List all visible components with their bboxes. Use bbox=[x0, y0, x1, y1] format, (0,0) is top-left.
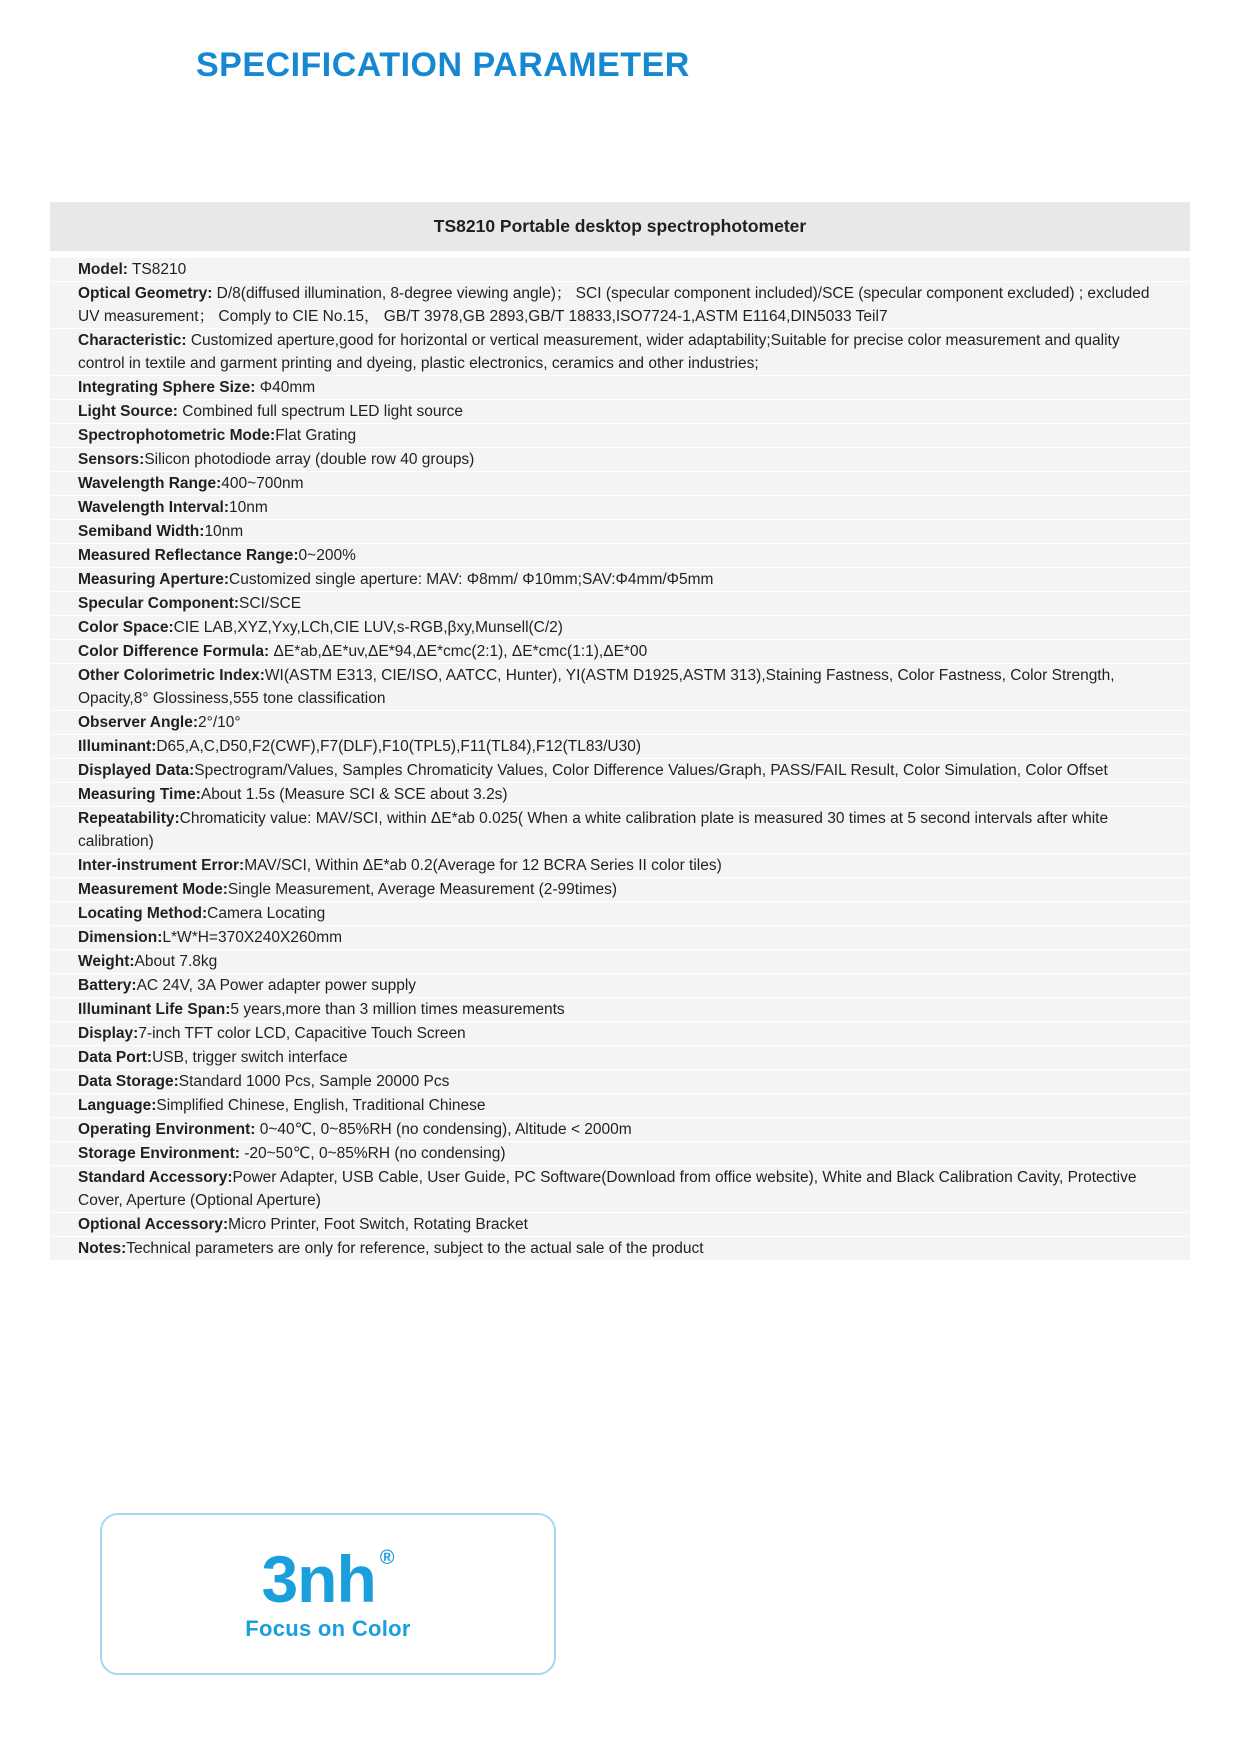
spec-row-label: Operating Environment: bbox=[78, 1121, 256, 1138]
spec-table-row bbox=[50, 711, 1190, 734]
spec-row-value: USB, trigger switch interface bbox=[152, 1049, 348, 1066]
spec-table-row bbox=[50, 926, 1190, 949]
spec-table-row bbox=[50, 520, 1190, 543]
spec-row-value: Customized aperture,good for horizontal or vertical measurement, wider adaptability;Suitable for precise color measurement and quality control in textile and garment printing and dyeing, plastic electronics, ceramics and other industries; bbox=[78, 332, 1120, 372]
spec-table-row bbox=[50, 616, 1190, 639]
spec-row-label: Dimension: bbox=[78, 929, 163, 946]
brand-tagline: Focus on Color bbox=[245, 1616, 411, 1641]
spec-table-row bbox=[50, 1118, 1190, 1141]
spec-row-value: Power Adapter, USB Cable, User Guide, PC Software(Download from office website), White and Black Calibration Cavity, Protective Cover, Aperture (Optional Aperture) bbox=[78, 1169, 1137, 1209]
spec-table-row bbox=[50, 1166, 1190, 1212]
spec-table-row bbox=[50, 376, 1190, 399]
spec-row-value: 7-inch TFT color LCD, Capacitive Touch Screen bbox=[138, 1025, 466, 1042]
spec-table-row bbox=[50, 448, 1190, 471]
registered-trademark-icon: ® bbox=[379, 1547, 395, 1569]
spec-row-value: Customized single aperture: MAV: Φ8mm/ Φ10mm;SAV:Φ4mm/Φ5mm bbox=[229, 571, 714, 588]
spec-table-row bbox=[50, 735, 1190, 758]
spec-row-value: SCI/SCE bbox=[239, 595, 302, 612]
spec-row-value: Combined full spectrum LED light source bbox=[177, 403, 464, 420]
spec-row-value: 400~700nm bbox=[221, 475, 304, 492]
spec-table-row bbox=[50, 998, 1190, 1021]
spec-row-label: Storage Environment: bbox=[78, 1145, 240, 1162]
spec-row-label: Measuring Time: bbox=[78, 786, 201, 803]
spec-table-row bbox=[50, 664, 1190, 710]
spec-table-row bbox=[50, 878, 1190, 901]
spec-table-row bbox=[50, 329, 1190, 375]
spec-row-value: About 7.8kg bbox=[134, 953, 218, 970]
spec-row-label: Wavelength Range: bbox=[78, 475, 222, 492]
spec-row-value: Technical parameters are only for reference, subject to the actual sale of the product bbox=[126, 1240, 704, 1257]
spec-row-label: Data Port: bbox=[78, 1049, 153, 1066]
spec-row-value: Camera Locating bbox=[207, 905, 326, 922]
spec-table-row bbox=[50, 424, 1190, 447]
spec-table-row bbox=[50, 282, 1190, 328]
spec-row-label: Color Space: bbox=[78, 619, 174, 636]
spec-row-value: CIE LAB,XYZ,Yxy,LCh,CIE LUV,s-RGB,βxy,Munsell(C/2) bbox=[173, 619, 563, 636]
spec-row-label: Locating Method: bbox=[78, 905, 208, 922]
spec-table-row bbox=[50, 854, 1190, 877]
spec-row-value: TS8210 bbox=[127, 261, 187, 278]
spec-row-label: Spectrophotometric Mode: bbox=[78, 427, 276, 444]
spec-row-value: 10nm bbox=[204, 523, 244, 540]
spec-row-value: D65,A,C,D50,F2(CWF),F7(DLF),F10(TPL5),F11(TL84),F12(TL83/U30) bbox=[156, 738, 641, 755]
spec-table-row bbox=[50, 496, 1190, 519]
spec-row-value: MAV/SCI, Within ΔE*ab 0.2(Average for 12 BCRA Series II color tiles) bbox=[244, 857, 722, 874]
spec-table-row bbox=[50, 1046, 1190, 1069]
spec-table-row bbox=[50, 783, 1190, 806]
spec-table-header: TS8210 Portable desktop spectrophotometer bbox=[50, 202, 1190, 251]
spec-row-value: D/8(diffused illumination, 8-degree viewing angle)； SCI (specular component included)/SCE (specular component excluded) ; excluded UV measurement； Comply to CIE No.15， GB/T 3978,GB 2893,GB/T 18833,ISO7724-1,ASTM E1164,DIN5033 Teil7 bbox=[78, 285, 1150, 325]
spec-row-label: Language: bbox=[78, 1097, 157, 1114]
spec-table-row bbox=[50, 902, 1190, 925]
spec-table-row bbox=[50, 1022, 1190, 1045]
spec-row-value: Micro Printer, Foot Switch, Rotating Bracket bbox=[228, 1216, 528, 1233]
spec-table-row bbox=[50, 544, 1190, 567]
spec-row-label: Observer Angle: bbox=[78, 714, 199, 731]
spec-row-label: Data Storage: bbox=[78, 1073, 179, 1090]
spec-row-label: Light Source: bbox=[78, 403, 178, 420]
spec-row-label: Weight: bbox=[78, 953, 135, 970]
spec-row-label: Color Difference Formula: bbox=[78, 643, 270, 660]
brand-logo bbox=[261, 1542, 395, 1616]
spec-table-rows bbox=[50, 258, 1190, 1260]
spec-row-value: L*W*H=370X240X260mm bbox=[162, 929, 343, 946]
spec-row-value: Standard 1000 Pcs, Sample 20000 Pcs bbox=[178, 1073, 450, 1090]
spec-row-label: Integrating Sphere Size: bbox=[78, 379, 256, 396]
spec-row-value: -20~50℃, 0~85%RH (no condensing) bbox=[239, 1145, 506, 1162]
spec-table-row bbox=[50, 640, 1190, 663]
spec-table-row bbox=[50, 400, 1190, 423]
spec-table-row bbox=[50, 950, 1190, 973]
spec-table bbox=[50, 202, 1190, 1260]
spec-row-value: Flat Grating bbox=[275, 427, 357, 444]
spec-row-value: Spectrogram/Values, Samples Chromaticity Values, Color Difference Values/Graph, PASS/FAIL Result, Color Simulation, Color Offset bbox=[194, 762, 1108, 779]
spec-row-label: Model: bbox=[78, 261, 128, 278]
spec-row-value: Φ40mm bbox=[255, 379, 316, 396]
spec-table-row bbox=[50, 1142, 1190, 1165]
spec-row-label: Display: bbox=[78, 1025, 139, 1042]
spec-row-label: Battery: bbox=[78, 977, 137, 994]
spec-table-row bbox=[50, 759, 1190, 782]
spec-table-row bbox=[50, 1237, 1190, 1260]
page-title: SPECIFICATION PARAMETER bbox=[196, 46, 690, 84]
spec-row-value: Chromaticity value: MAV/SCI, within ΔE*ab 0.025( When a white calibration plate is measured 30 times at 5 second intervals after white calibration) bbox=[78, 810, 1109, 850]
spec-row-label: Illuminant: bbox=[78, 738, 157, 755]
spec-row-label: Sensors: bbox=[78, 451, 145, 468]
spec-row-value: Simplified Chinese, English, Traditional Chinese bbox=[156, 1097, 486, 1114]
spec-row-label: Displayed Data: bbox=[78, 762, 195, 779]
spec-row-label: Other Colorimetric Index: bbox=[78, 667, 265, 684]
spec-row-label: Illuminant Life Span: bbox=[78, 1001, 231, 1018]
spec-row-label: Optional Accessory: bbox=[78, 1216, 229, 1233]
spec-table-row bbox=[50, 1213, 1190, 1236]
spec-table-row bbox=[50, 807, 1190, 853]
spec-row-value: WI(ASTM E313, CIE/ISO, AATCC, Hunter), YI(ASTM D1925,ASTM 313),Staining Fastness, Color Fastness, Color Strength, Opacity,8° Glossiness,555 tone classification bbox=[78, 667, 1115, 707]
spec-row-value: 5 years,more than 3 million times measurements bbox=[230, 1001, 565, 1018]
spec-row-label: Semiband Width: bbox=[78, 523, 205, 540]
spec-table-row bbox=[50, 258, 1190, 281]
spec-row-label: Wavelength Interval: bbox=[78, 499, 230, 516]
spec-row-label: Repeatability: bbox=[78, 810, 180, 827]
spec-row-value: About 1.5s (Measure SCI & SCE about 3.2s) bbox=[200, 786, 508, 803]
spec-row-label: Standard Accessory: bbox=[78, 1169, 233, 1186]
spec-row-label: Notes: bbox=[78, 1240, 127, 1257]
spec-table-row bbox=[50, 974, 1190, 997]
spec-row-value: ΔE*ab,ΔE*uv,ΔE*94,ΔE*cmc(2:1), ΔE*cmc(1:1),ΔE*00 bbox=[269, 643, 648, 660]
spec-table-row bbox=[50, 592, 1190, 615]
spec-row-label: Measured Reflectance Range: bbox=[78, 547, 299, 564]
spec-row-label: Optical Geometry: bbox=[78, 285, 213, 302]
spec-row-label: Measurement Mode: bbox=[78, 881, 228, 898]
spec-row-value: 10nm bbox=[229, 499, 268, 516]
brand-logo-box bbox=[100, 1513, 556, 1675]
spec-table-row bbox=[50, 472, 1190, 495]
spec-table-row bbox=[50, 1094, 1190, 1117]
spec-table-row bbox=[50, 1070, 1190, 1093]
spec-table-row bbox=[50, 568, 1190, 591]
brand-logo-text: 3nh bbox=[261, 1542, 376, 1616]
spec-row-label: Inter-instrument Error: bbox=[78, 857, 245, 874]
spec-row-value: AC 24V, 3A Power adapter power supply bbox=[136, 977, 417, 994]
spec-row-value: Silicon photodiode array (double row 40 groups) bbox=[144, 451, 475, 468]
spec-row-value: 0~40℃, 0~85%RH (no condensing), Altitude < 2000m bbox=[255, 1121, 632, 1138]
spec-row-label: Specular Component: bbox=[78, 595, 240, 612]
spec-row-value: 2°/10° bbox=[198, 714, 241, 731]
spec-row-value: 0~200% bbox=[298, 547, 356, 564]
spec-row-label: Measuring Aperture: bbox=[78, 571, 230, 588]
spec-row-value: Single Measurement, Average Measurement (2-99times) bbox=[227, 881, 617, 898]
spec-row-label: Characteristic: bbox=[78, 332, 187, 349]
